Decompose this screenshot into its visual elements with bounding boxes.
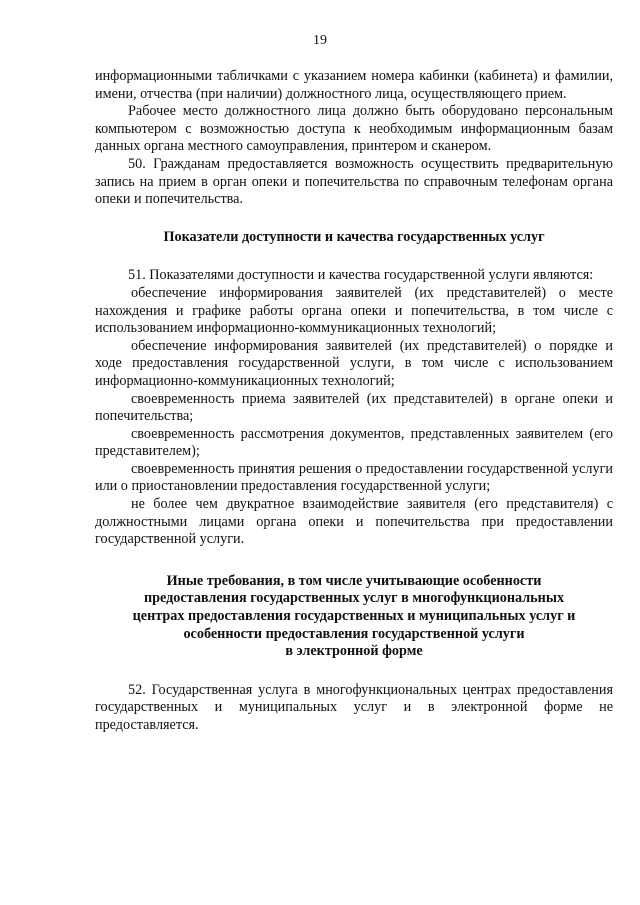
paragraph: 52. Государственная услуга в многофункциональных центрах предоставления государственных и муниципальных услуг и в электронной форме не предоставляется. [95, 681, 613, 733]
heading-line: особенности предоставления государственной услуги [183, 625, 525, 642]
list-item: своевременность принятия решения о предоставлении государственной услуги или о приостановлении предоставления государственной услуги; [95, 460, 613, 495]
list-item: обеспечение информирования заявителей (их представителей) о порядке и ходе предоставления государственной услуги, в том числе с использованием информационно-коммуникационных технологий; [95, 337, 613, 389]
list-item: не более чем двукратное взаимодействие заявителя (его представителя) с должностными лицами органа опеки и попечительства при предоставлении государственной услуги. [95, 496, 613, 548]
section-heading [95, 573, 613, 661]
list-item: своевременность рассмотрения документов, представленных заявителем (его представителем); [95, 425, 613, 460]
heading-line: Иные требования, в том числе учитывающие особенности [166, 572, 542, 589]
page-number: 19 [313, 33, 327, 48]
heading-line: центрах предоставления государственных и муниципальных услуг и [132, 608, 576, 625]
paragraph: Рабочее место должностного лица должно быть оборудовано персональным компьютером с возможностью доступа к необходимым информационным базам данных органа местного самоуправления, принтером и сканером. [95, 103, 613, 155]
list-item: своевременность приема заявителей (их представителей) в органе опеки и попечительства; [95, 390, 613, 425]
paragraph: 50. Гражданам предоставляется возможность осуществить предварительную запись на прием в орган опеки и попечительства по справочным телефонам органа опеки и попечительства. [95, 155, 613, 208]
heading-line: в электронной форме [285, 643, 423, 660]
paragraph: информационными табличками с указанием номера кабинки (кабинета) и фамилии, имени, отчества (при наличии) должностного лица, осуществляющего прием. [95, 68, 613, 102]
paragraph: 51. Показателями доступности и качества государственной услуги являются: [128, 267, 594, 284]
list-item: обеспечение информирования заявителей (их представителей) о месте нахождения и графике работы органа опеки и попечительства, в том числе с использованием информационно-коммуникационных технологий; [95, 284, 613, 337]
heading-line: предоставления государственных услуг в многофункциональных [143, 590, 565, 607]
section-heading: Показатели доступности и качества государственных услуг [163, 228, 545, 245]
document-body [95, 68, 613, 735]
